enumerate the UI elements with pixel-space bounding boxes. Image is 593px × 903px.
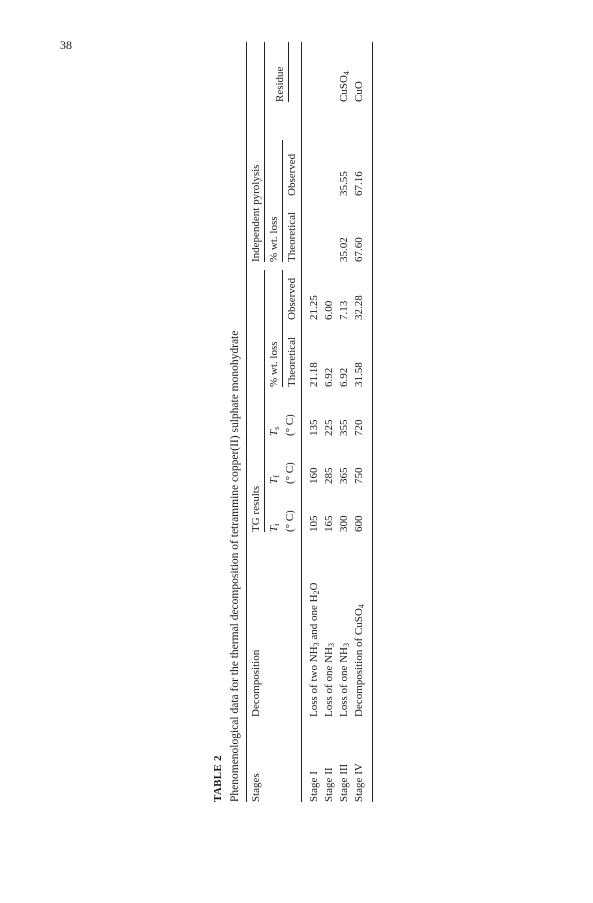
header-ts: $T_s$ <box>268 426 281 436</box>
rotated-table-block <box>212 42 388 802</box>
page-number: 38 <box>60 38 72 52</box>
tg-group-rule <box>264 270 265 532</box>
cell-decomposition: Decomposition of CuSO$_4$ <box>353 604 366 717</box>
cell-ts: 135 <box>308 419 320 436</box>
header-ip-wt-loss: % wt. loss <box>268 216 280 262</box>
cell-obs: 6.00 <box>323 300 335 320</box>
cell-decomposition: Loss of two $NH_3$ and one $H_2O$ <box>308 582 321 717</box>
header-decomposition: Decomposition <box>250 649 262 717</box>
header-residue: Residue <box>274 66 286 102</box>
cell-decomposition: Loss of one $NH_3$ <box>323 643 336 717</box>
cell-ti: 600 <box>353 515 365 532</box>
cell-obs: 7.13 <box>338 300 350 320</box>
cell-ip-theo: 35.02 <box>338 237 350 262</box>
cell-ti: 165 <box>323 515 335 532</box>
cell-ts: 720 <box>353 419 365 436</box>
cell-stage: Stage IV <box>353 763 365 802</box>
header-ip-theoretical: Theoretical <box>286 211 298 262</box>
cell-decomposition: Loss of one $NH_3$ <box>338 643 351 717</box>
table-label: TABLE 2 <box>212 755 224 802</box>
header-ti-unit: (° C) <box>284 510 296 532</box>
cell-ip-obs: 35.55 <box>338 171 350 196</box>
header-ts-unit: (° C) <box>284 414 296 436</box>
cell-ip-obs: 67.16 <box>353 171 365 196</box>
cell-tf: 750 <box>353 467 365 484</box>
cell-ti: 105 <box>308 515 320 532</box>
header-tg-results: TG results <box>250 485 262 532</box>
header-ti: $T_i$ <box>268 523 281 532</box>
cell-tf: 365 <box>338 467 350 484</box>
cell-residue: CuO <box>353 81 365 102</box>
table-header-rule <box>301 42 302 802</box>
cell-theo: 31.58 <box>353 362 365 387</box>
header-ip-observed: Observed <box>286 153 298 196</box>
cell-ts: 225 <box>323 419 335 436</box>
cell-ip-theo: 67.60 <box>353 237 365 262</box>
table-caption: Phenomenological data for the thermal decomposition of tetrammine copper(II) sulphate monohydrate <box>229 330 241 802</box>
cell-theo: 21.18 <box>308 362 320 387</box>
table-bottom-rule <box>372 42 373 802</box>
cell-ts: 355 <box>338 419 350 436</box>
cell-tf: 160 <box>308 467 320 484</box>
cell-obs: 32.28 <box>353 295 365 320</box>
cell-obs: 21.25 <box>308 295 320 320</box>
header-tf-unit: (° C) <box>284 462 296 484</box>
cell-theo: 6.92 <box>338 367 350 387</box>
ip-wtloss-rule <box>282 140 283 262</box>
cell-stage: Stage III <box>338 763 350 802</box>
table-top-rule <box>246 42 247 802</box>
cell-stage: Stage II <box>323 767 335 802</box>
cell-residue: CuSO$_4$ <box>338 71 351 102</box>
header-stages: Stages <box>250 773 262 802</box>
cell-ti: 300 <box>338 515 350 532</box>
header-tg-observed: Observed <box>286 277 298 320</box>
header-independent-pyrolysis: Independent pyrolysis <box>250 164 262 262</box>
header-tg-wt-loss: % wt. loss <box>268 341 280 387</box>
tg-wtloss-rule <box>282 270 283 387</box>
cell-tf: 285 <box>323 467 335 484</box>
ip-group-rule <box>264 42 265 262</box>
cell-stage: Stage I <box>308 771 320 802</box>
residue-rule <box>288 42 289 102</box>
cell-theo: 6.92 <box>323 367 335 387</box>
header-tg-theoretical: Theoretical <box>286 336 298 387</box>
header-tf: $T_f$ <box>268 475 281 484</box>
